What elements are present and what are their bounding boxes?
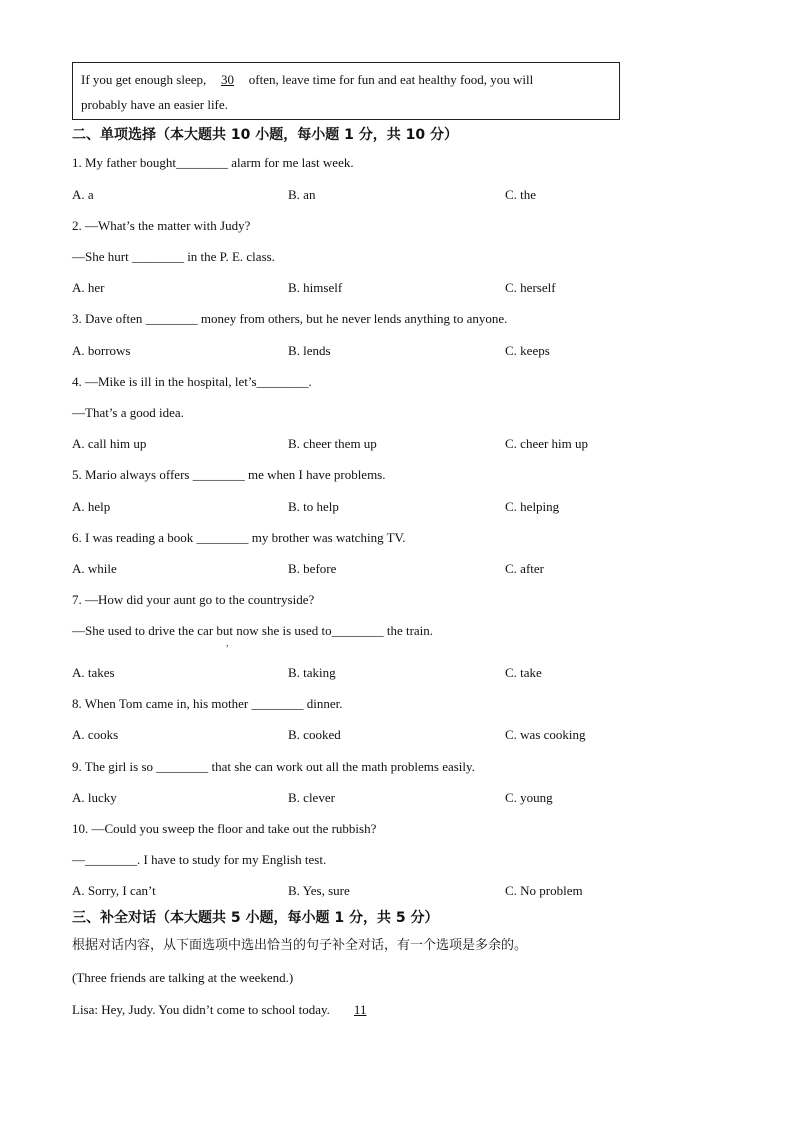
question-4-reply: —That’s a good idea. [72,405,184,420]
dialogue-line-lisa [72,1002,387,1018]
question-2-reply: —She hurt ________ in the P. E. class. [72,249,275,264]
q9-option-a: A. lucky [72,790,117,805]
q9-option-b: B. clever [288,790,335,805]
q5-option-a: A. help [72,499,111,514]
q6-option-a: A. while [72,561,117,576]
q7-option-c: C. take [505,665,542,680]
passage-blank-30: 30 [221,72,235,87]
question-3: 3. Dave often ________ money from others, but he never lends anything to anyone. [72,311,508,326]
q10-option-b: B. Yes, sure [288,883,350,898]
passage-line-1-end: often, leave time for fun and eat healthy food, you will [248,72,534,87]
q6-option-b: B. before [288,561,337,576]
question-7: 7. —How did your aunt go to the countryside? [72,592,315,607]
q3-option-c: C. keeps [505,343,550,358]
q8-option-c: C. was cooking [505,727,586,742]
dialogue-blank-11: 11 [353,1002,367,1017]
passage-line-1-start: If you get enough sleep, [81,72,207,87]
question-5: 5. Mario always offers ________ me when I have problems. [72,467,386,482]
q8-option-b: B. cooked [288,727,341,742]
q1-option-a: A. a [72,187,94,202]
dialogue-line-lisa-text: Lisa: Hey, Judy. You didn’t come to school today. [72,1002,330,1017]
question-7-reply: —She used to drive the car but now she is used to________ the train. [72,623,434,638]
q6-option-c: C. after [505,561,544,576]
question-10-reply: —________. I have to study for my English test. [72,852,327,867]
q1-option-c: C. the [505,187,537,202]
q4-option-c: C. cheer him up [505,436,589,451]
stray-comma-mark: , [226,638,229,649]
q3-option-a: A. borrows [72,343,131,358]
q3-option-b: B. lends [288,343,331,358]
question-6: 6. I was reading a book ________ my brother was watching TV. [72,530,406,545]
question-1: 1. My father bought________ alarm for me last week. [72,155,354,170]
q5-option-c: C. helping [505,499,560,514]
question-8: 8. When Tom came in, his mother ________ dinner. [72,696,343,711]
section-2-heading: 二、单项选择（本大题共 10 小题，每小题 1 分，共 10 分） [72,127,458,143]
question-9: 9. The girl is so ________ that she can work out all the math problems easily. [72,759,475,774]
q1-option-b: B. an [288,187,316,202]
q2-option-c: C. herself [505,280,556,295]
q2-option-b: B. himself [288,280,343,295]
q5-option-b: B. to help [288,499,339,514]
question-2: 2. —What’s the matter with Judy? [72,218,251,233]
q4-option-a: A. call him up [72,436,147,451]
section-3-instruction: 根据对话内容，从下面选项中选出恰当的句子补全对话，有一个选项是多余的。 [72,938,528,953]
passage-line-2: probably have an easier life. [81,97,228,112]
question-10: 10. —Could you sweep the floor and take out the rubbish? [72,821,377,836]
q10-option-a: A. Sorry, I can’t [72,883,156,898]
dialogue-context: (Three friends are talking at the weekend.) [72,970,294,985]
q7-option-a: A. takes [72,665,115,680]
section-3-heading: 三、补全对话（本大题共 5 小题，每小题 1 分，共 5 分） [72,910,439,926]
q10-option-c: C. No problem [505,883,583,898]
q2-option-a: A. her [72,280,105,295]
q4-option-b: B. cheer them up [288,436,377,451]
question-4: 4. —Mike is ill in the hospital, let’s________. [72,374,312,389]
q7-option-b: B. taking [288,665,336,680]
passage-line-1 [81,72,533,88]
q8-option-a: A. cooks [72,727,119,742]
q9-option-c: C. young [505,790,553,805]
